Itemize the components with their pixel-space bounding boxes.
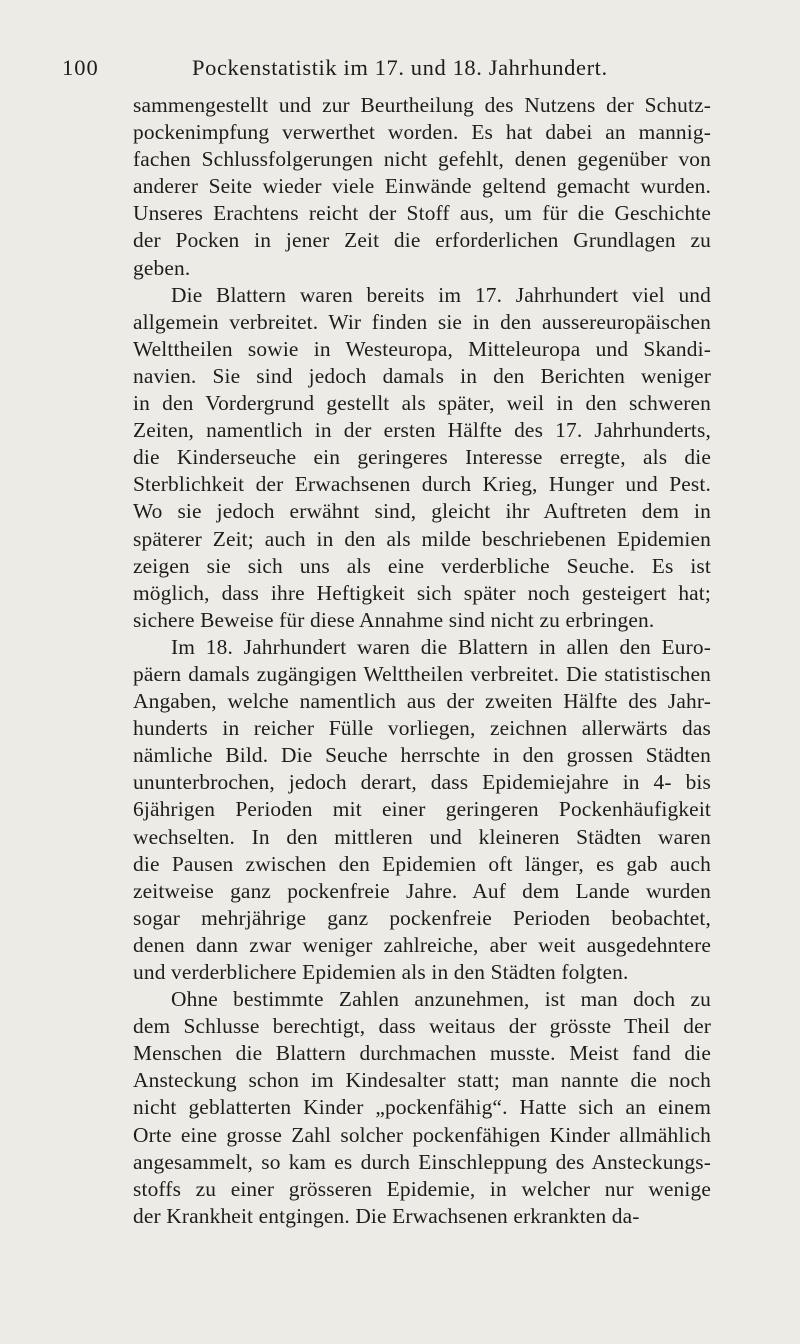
header-title: Pockenstatistik im 17. und 18. Jahrhundert. [192,55,608,80]
text-line: Ohne bestimmte Zahlen anzunehmen, ist man doch zu [171,987,711,1012]
text-line: möglich, dass ihre Heftigkeit sich später noch gesteigert hat; [133,580,711,605]
text-line: geben. [133,255,191,280]
text-line: nicht geblatterten Kinder „pockenfähig“. Hatte sich an einem [133,1095,711,1120]
text-line: angesammelt, so kam es durch Einschleppung des Ansteckungs- [133,1149,711,1174]
text-line: der Pocken in jener Zeit die erforderlichen Grundlagen zu [133,228,711,253]
text-line: in den Vordergrund gestellt als später, weil in den schweren [133,391,711,416]
text-line: Angaben, welche namentlich aus der zweiten Hälfte des Jahr- [133,689,711,714]
text-line: Wo sie jedoch erwähnt sind, gleicht ihr Auftreten dem in [133,499,711,524]
text-line: päern damals zugängigen Welttheilen verbreitet. Die statistischen [133,661,711,686]
text-line: und verderblichere Epidemien als in den Städten folgten. [133,960,629,984]
text-line: Welttheilen sowie in Westeuropa, Mitteleuropa und Skandi- [133,336,711,361]
text-line: Die Blattern waren bereits im 17. Jahrhundert viel und [171,282,711,307]
text-line: zeigen sie sich uns als eine verderbliche Seuche. Es ist [133,553,711,578]
text-line: denen dann zwar weniger zahlreiche, aber weit ausgedehntere [133,932,711,957]
text-line: stoffs zu einer grösseren Epidemie, in welcher nur wenige [133,1176,711,1201]
text-line: dem Schlusse berechtigt, dass weitaus der grösste Theil der [133,1014,711,1039]
text-line: Sterblichkeit der Erwachsenen durch Krieg, Hunger und Pest. [133,472,711,497]
page-number: 100 [62,55,99,80]
text-line: die Kinderseuche ein geringeres Interesse erregte, als die [133,445,711,470]
text-line: anderer Seite wieder viele Einwände geltend gemacht wurden. [133,174,711,199]
text-line: hunderts in reicher Fülle vorliegen, zeichnen allerwärts das [133,716,711,741]
text-line: ununterbrochen, jedoch derart, dass Epidemiejahre in 4- bis [133,770,711,795]
text-line: allgemein verbreitet. Wir finden sie in den aussereuropäischen [133,309,711,334]
text-line: wechselten. In den mittleren und kleineren Städten waren [133,824,711,849]
text-line: Orte eine grosse Zahl solcher pockenfähigen Kinder allmählich [133,1122,711,1147]
text-line: Ansteckung schon im Kindesalter statt; man nannte die noch [133,1068,711,1093]
text-line: 6jährigen Perioden mit einer geringeren Pockenhäufigkeit [133,797,711,822]
text-line: die Pausen zwischen den Epidemien oft länger, es gab auch [133,851,711,876]
text-line: sichere Beweise für diese Annahme sind nicht zu erbringen. [133,607,655,632]
text-line: sogar mehrjährige ganz pockenfreie Perioden beobachtet, [133,905,711,930]
text-line: nämliche Bild. Die Seuche herrschte in den grossen Städten [133,743,711,768]
text-line: pockenimpfung verwerthet worden. Es hat dabei an mannig- [133,120,711,145]
running-head [62,52,702,84]
text-line: sammengestellt und zur Beurtheilung des Nutzens der Schutz- [133,93,711,117]
text-line: zeitweise ganz pockenfreie Jahre. Auf dem Lande wurden [133,878,711,903]
body-text [133,92,711,1230]
text-line: fachen Schlussfolgerungen nicht gefehlt, denen gegenüber von [133,147,711,172]
text-line: Zeiten, namentlich in der ersten Hälfte des 17. Jahrhunderts, [133,418,711,443]
text-line: Im 18. Jahrhundert waren die Blattern in allen den Euro- [171,634,711,659]
text-line: Unseres Erachtens reicht der Stoff aus, um für die Geschichte [133,201,711,226]
text-line: navien. Sie sind jedoch damals in den Berichten weniger [133,363,711,388]
text-line: Menschen die Blattern durchmachen musste. Meist fand die [133,1041,711,1066]
text-line: der Krankheit entgingen. Die Erwachsenen erkrankten da- [133,1203,640,1228]
text-line: späterer Zeit; auch in den als milde beschriebenen Epidemien [133,526,711,551]
